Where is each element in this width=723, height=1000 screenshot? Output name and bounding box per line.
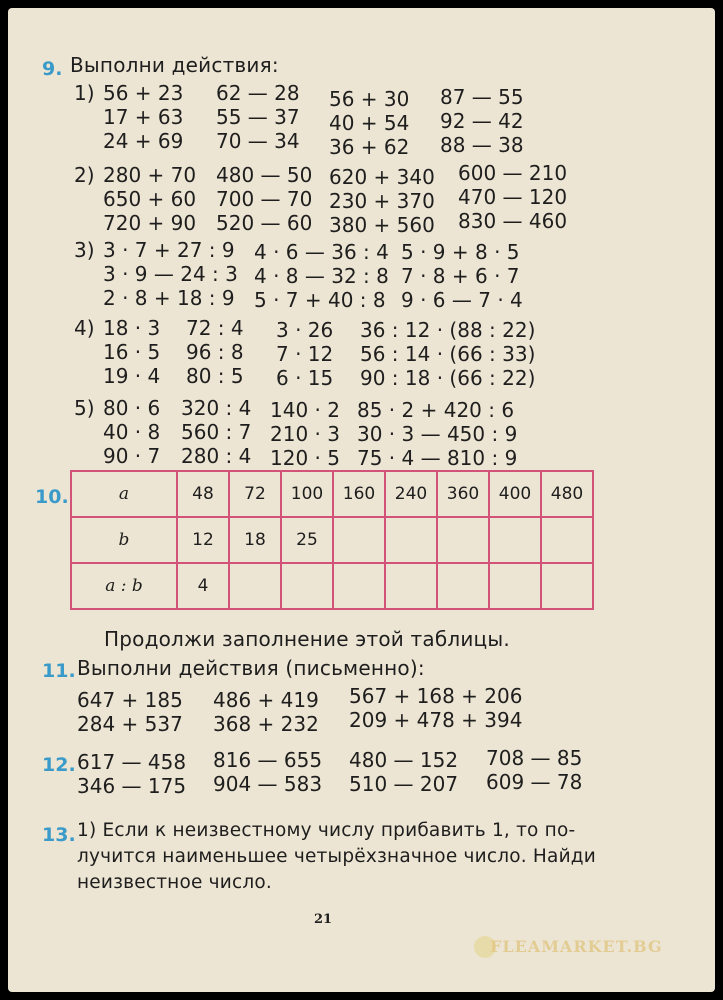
task-10-number: 10.	[35, 486, 69, 508]
expression: 650 + 60	[103, 187, 197, 211]
expression: 62 — 28	[216, 81, 300, 105]
expression: 480 — 50	[216, 163, 313, 187]
row-header: a	[71, 471, 177, 517]
table-cell: 72	[229, 471, 281, 517]
expression: 620 + 340	[329, 165, 435, 189]
expression: 380 + 560	[329, 213, 435, 237]
table-cell	[385, 517, 437, 563]
expression: 56 + 23	[103, 81, 184, 105]
expression: 609 — 78	[486, 770, 583, 794]
watermark: FLEAMARKET.BG	[490, 937, 663, 956]
expression: 92 — 42	[440, 109, 524, 133]
expression: 4 · 8 — 32 : 8	[254, 264, 389, 288]
expression: 230 + 370	[329, 189, 435, 213]
expression: 5 · 7 + 40 : 8	[254, 288, 386, 312]
task-9-title: Выполни действия:	[70, 53, 279, 77]
expression: 80 : 5	[186, 364, 244, 388]
page-number: 21	[314, 912, 333, 927]
expression: 708 — 85	[486, 746, 583, 770]
expression: 368 + 232	[213, 712, 319, 736]
expression: 567 + 168 + 206	[349, 684, 523, 708]
expression: 700 — 70	[216, 187, 313, 211]
expression: 90 : 18 · (66 : 22)	[360, 366, 536, 390]
expression: 9 · 6 — 7 · 4	[401, 288, 523, 312]
table-cell	[229, 563, 281, 609]
expression: 284 + 537	[77, 712, 183, 736]
expression: 3 · 9 — 24 : 3	[103, 262, 238, 286]
table-cell	[489, 563, 541, 609]
expression: 18 · 3	[103, 316, 161, 340]
table-cell	[437, 563, 489, 609]
expression: 56 + 30	[329, 87, 410, 111]
expression: 346 — 175	[77, 774, 187, 798]
expression: 72 : 4	[186, 316, 244, 340]
table-row	[71, 471, 593, 517]
task-10-caption: Продолжи заполнение этой таблицы.	[104, 627, 510, 651]
expression: 470 — 120	[458, 185, 568, 209]
expression: 36 : 12 · (88 : 22)	[360, 318, 536, 342]
expression: 320 : 4	[181, 396, 252, 420]
table-cell	[489, 517, 541, 563]
expression: 24 + 69	[103, 129, 184, 153]
table-cell	[541, 517, 593, 563]
task-11-number: 11.	[42, 660, 76, 682]
expression: 510 — 207	[349, 772, 459, 796]
expression: 19 · 4	[103, 364, 161, 388]
expression: 56 : 14 · (66 : 33)	[360, 342, 536, 366]
expression: 7 · 12	[276, 342, 334, 366]
expression: 209 + 478 + 394	[349, 708, 523, 732]
table-cell: 240	[385, 471, 437, 517]
expression: 2 · 8 + 18 : 9	[103, 286, 235, 310]
expression: 600 — 210	[458, 161, 568, 185]
ratio-table	[70, 470, 594, 610]
expression: 816 — 655	[213, 748, 323, 772]
expression: 16 · 5	[103, 340, 161, 364]
expression: 5 · 9 + 8 · 5	[401, 240, 520, 264]
expression: 55 — 37	[216, 105, 300, 129]
expression: 830 — 460	[458, 209, 568, 233]
expression: 560 : 7	[181, 420, 252, 444]
expression: 36 + 62	[329, 135, 410, 159]
task-9-group-3-label: 3)	[74, 238, 95, 262]
expression: 30 · 3 — 450 : 9	[357, 422, 518, 446]
table-cell	[385, 563, 437, 609]
table-cell: 4	[177, 563, 229, 609]
expression: 17 + 63	[103, 105, 184, 129]
expression: 88 — 38	[440, 133, 524, 157]
expression: 75 · 4 — 810 : 9	[357, 446, 518, 470]
table-cell	[541, 563, 593, 609]
table-cell: 160	[333, 471, 385, 517]
expression: 4 · 6 — 36 : 4	[254, 240, 389, 264]
expression: 720 + 90	[103, 211, 197, 235]
table-cell: 400	[489, 471, 541, 517]
expression: 6 · 15	[276, 366, 334, 390]
task-9-group-1-label: 1)	[74, 81, 95, 105]
task-12-number: 12.	[42, 754, 76, 776]
table-cell: 480	[541, 471, 593, 517]
expression: 280 + 70	[103, 163, 197, 187]
task-13-line: неизвестное число.	[77, 872, 272, 893]
task-11-title: Выполни действия (письменно):	[77, 656, 425, 680]
table-cell	[281, 563, 333, 609]
task-9-number: 9.	[42, 58, 63, 80]
table-cell: 25	[281, 517, 333, 563]
task-13-line: лучится наименьшее четырёхзначное число. Найди	[77, 846, 597, 867]
table-cell: 48	[177, 471, 229, 517]
expression: 617 — 458	[77, 750, 187, 774]
expression: 7 · 8 + 6 · 7	[401, 264, 520, 288]
row-header: a : b	[71, 563, 177, 609]
row-header: b	[71, 517, 177, 563]
table-cell	[437, 517, 489, 563]
expression: 90 · 7	[103, 444, 161, 468]
expression: 87 — 55	[440, 85, 524, 109]
table-cell: 100	[281, 471, 333, 517]
expression: 40 · 8	[103, 420, 161, 444]
expression: 85 · 2 + 420 : 6	[357, 398, 515, 422]
task-13-number: 13.	[42, 824, 76, 846]
task-9-group-4-label: 4)	[74, 316, 95, 340]
table-cell: 18	[229, 517, 281, 563]
expression: 520 — 60	[216, 211, 313, 235]
expression: 96 : 8	[186, 340, 244, 364]
expression: 904 — 583	[213, 772, 323, 796]
table-cell	[333, 563, 385, 609]
task-9-group-5-label: 5)	[74, 396, 95, 420]
table-row	[71, 517, 593, 563]
expression: 70 — 34	[216, 129, 300, 153]
expression: 647 + 185	[77, 688, 183, 712]
expression: 480 — 152	[349, 748, 459, 772]
table-cell: 360	[437, 471, 489, 517]
expression: 3 · 26	[276, 318, 334, 342]
table-cell: 12	[177, 517, 229, 563]
expression: 120 · 5	[270, 446, 340, 470]
task-13-line: 1) Если к неизвестному числу прибавить 1, то по-	[77, 820, 576, 841]
expression: 40 + 54	[329, 111, 410, 135]
expression: 80 · 6	[103, 396, 161, 420]
task-9-group-2-label: 2)	[74, 163, 95, 187]
table-row	[71, 563, 593, 609]
expression: 280 : 4	[181, 444, 252, 468]
expression: 486 + 419	[213, 688, 319, 712]
expression: 3 · 7 + 27 : 9	[103, 238, 235, 262]
expression: 140 · 2	[270, 398, 340, 422]
textbook-page	[8, 8, 715, 992]
expression: 210 · 3	[270, 422, 340, 446]
table-cell	[333, 517, 385, 563]
